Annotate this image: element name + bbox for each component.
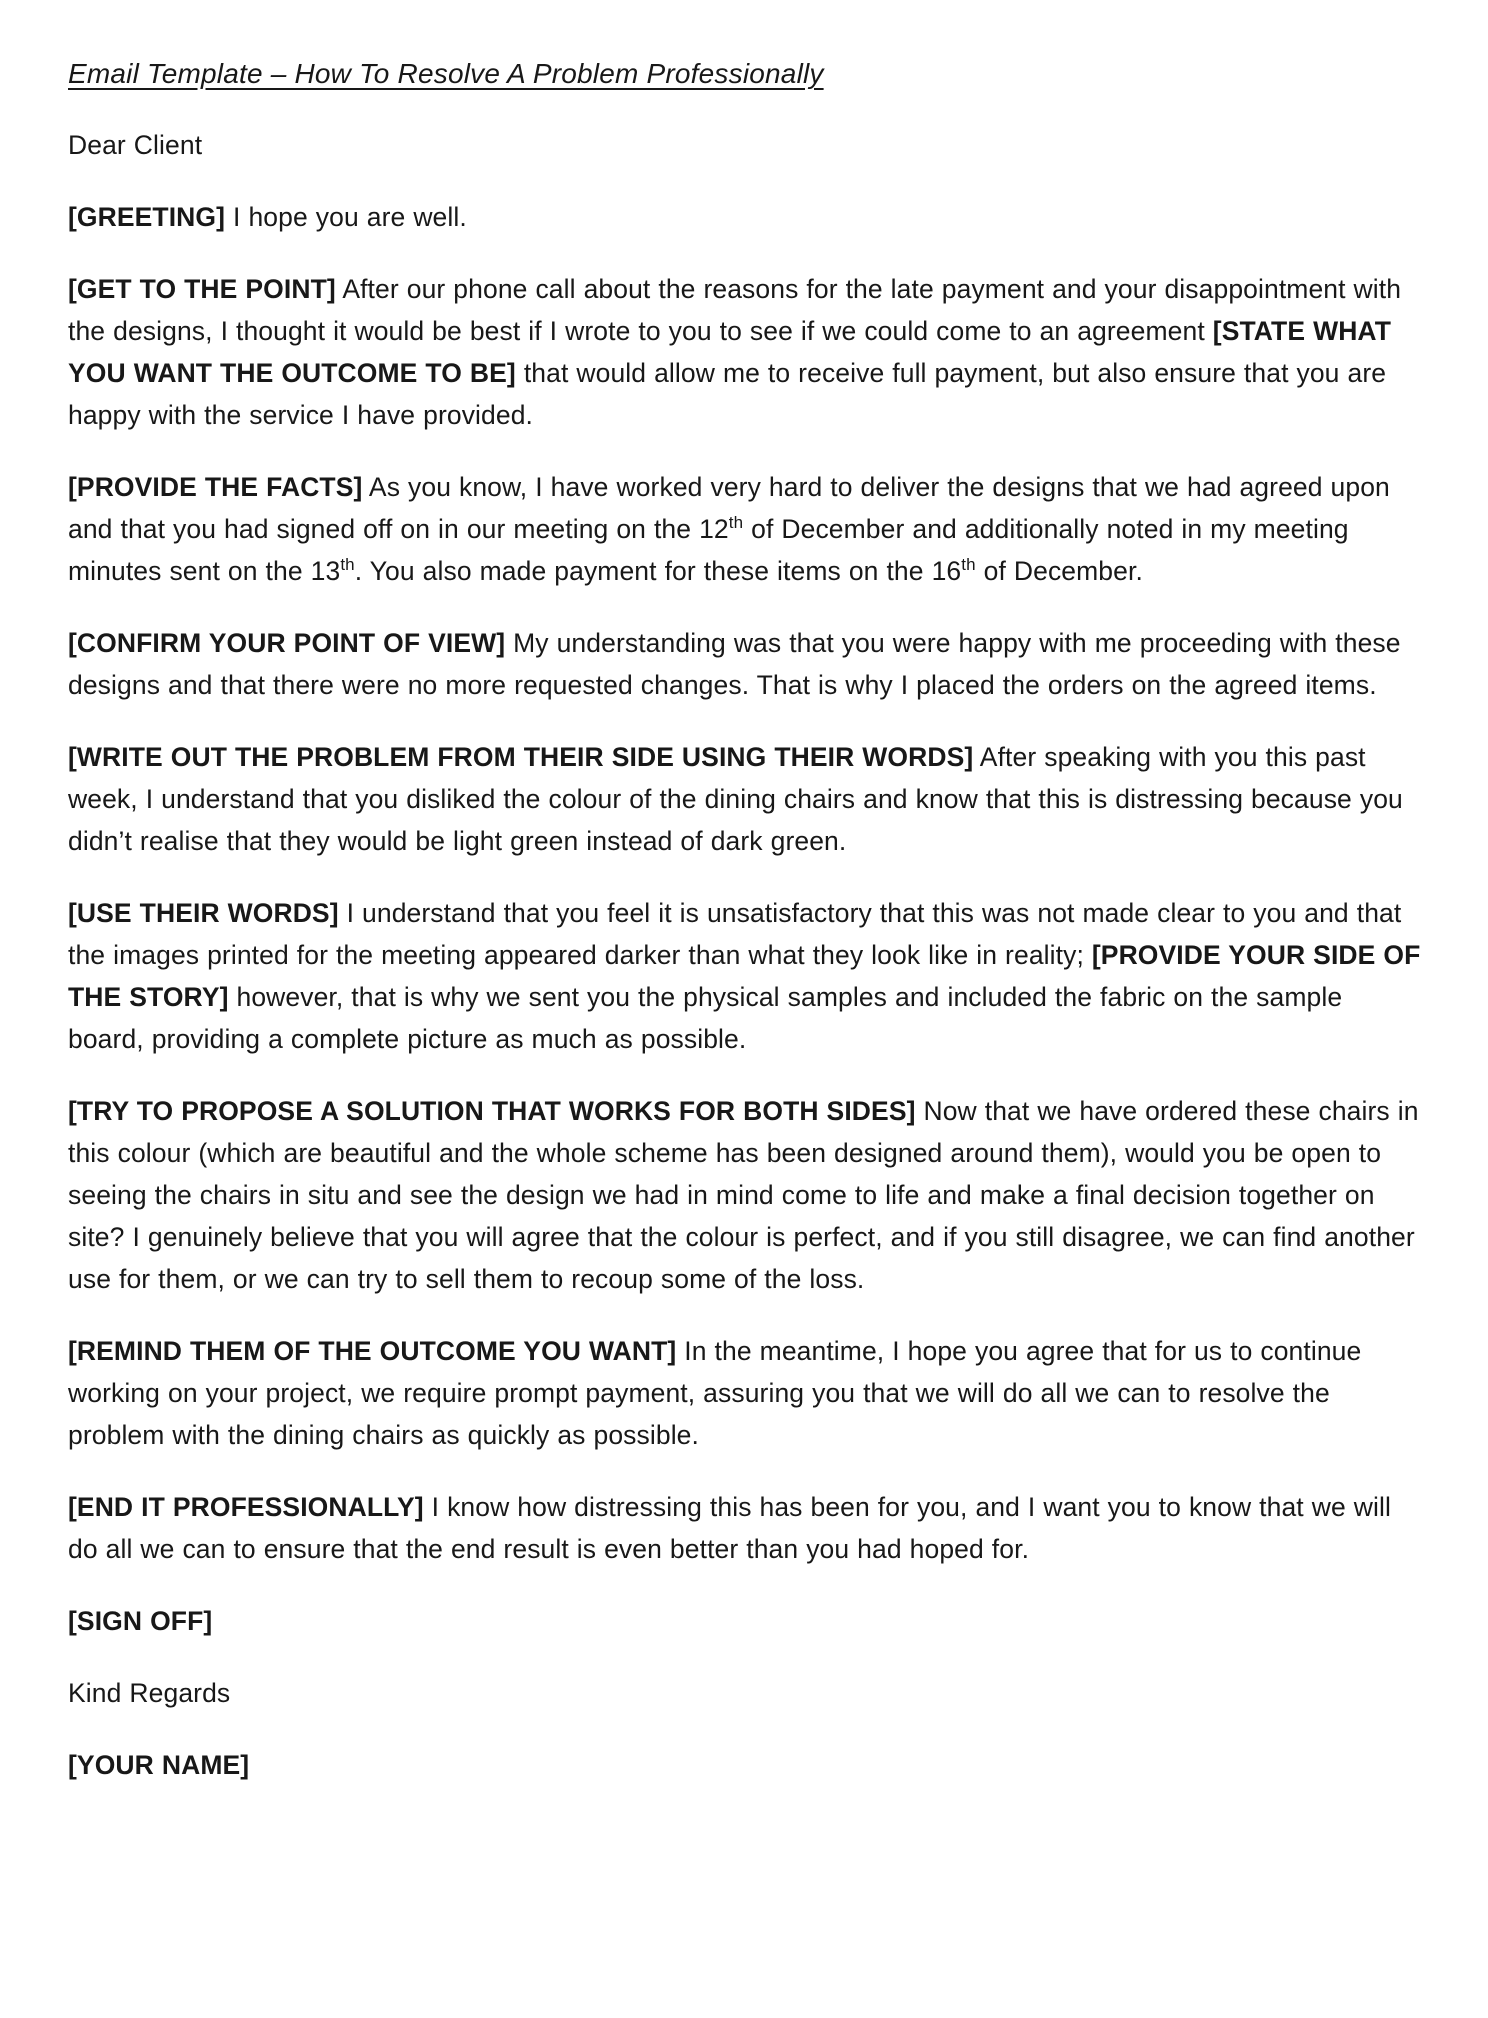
document-title: Email Template – How To Resolve A Problem Professionally [68, 58, 824, 89]
template-placeholder-label: [PROVIDE THE FACTS] [68, 472, 363, 502]
body-text: however, that is why we sent you the physical samples and included the fabric on the sample board, providing a complete picture as much as possible. [68, 982, 1343, 1054]
template-placeholder-label: [GET TO THE POINT] [68, 274, 336, 304]
body-text: Kind Regards [68, 1678, 231, 1708]
paragraph [68, 1486, 1422, 1570]
body-text: After speaking with you this past week, I understand that you disliked the colour of the dining chairs and know that this is distressing because you didn’t realise that they would be light green instead of dark green. [68, 742, 1403, 856]
template-placeholder-label: [WRITE OUT THE PROBLEM FROM THEIR SIDE USING THEIR WORDS] [68, 742, 974, 772]
ordinal-superscript: th [961, 555, 976, 575]
body-text: of December and additionally noted in my meeting minutes sent on the 13 [68, 514, 1349, 586]
body-text: As you know, I have worked very hard to deliver the designs that we had agreed upon and that you had signed off on in our meeting on the 12 [68, 472, 1390, 544]
body-text: Dear Client [68, 130, 203, 160]
template-placeholder-label: [CONFIRM YOUR POINT OF VIEW] [68, 628, 506, 658]
template-placeholder-label: [REMIND THEM OF THE OUTCOME YOU WANT] [68, 1336, 677, 1366]
template-placeholder-label: [SIGN OFF] [68, 1606, 213, 1636]
paragraph [68, 1672, 1422, 1714]
body-text: . You also made payment for these items on the 16 [354, 556, 962, 586]
template-placeholder-label: [USE THEIR WORDS] [68, 898, 339, 928]
paragraph [68, 736, 1422, 862]
template-placeholder-label: [PROVIDE YOUR SIDE OF THE STORY] [68, 940, 1421, 1012]
paragraph [68, 1090, 1422, 1300]
ordinal-superscript: th [728, 513, 744, 533]
body-text: of December. [975, 556, 1143, 586]
paragraph [68, 1330, 1422, 1456]
body-text: My understanding was that you were happy with me proceeding with these designs and that there were no more requested changes. That is why I placed the orders on the agreed items. [68, 628, 1401, 700]
body-text: Now that we have ordered these chairs in this colour (which are beautiful and the whole scheme has been designed around them), would you be open to seeing the chairs in situ and see the design we had in mind come to life and make a final decision together on site? I genuinely believe that you will agree that the colour is perfect, and if you still disagree, we can find another use for them, or we can try to sell them to recoup some of the loss. [68, 1096, 1419, 1294]
template-placeholder-label: [YOUR NAME] [68, 1750, 250, 1780]
body-text: In the meantime, I hope you agree that for us to continue working on your project, we require prompt payment, assuring you that we will do all we can to resolve the problem with the dining chairs as quickly as possible. [68, 1336, 1362, 1450]
template-placeholder-label: [END IT PROFESSIONALLY] [68, 1492, 424, 1522]
paragraph [68, 196, 1422, 238]
body-text: I know how distressing this has been for you, and I want you to know that we will do all we can to ensure that the end result is even better than you had hoped for. [68, 1492, 1391, 1564]
paragraph [68, 1600, 1422, 1642]
paragraph [68, 622, 1422, 706]
body-text: After our phone call about the reasons for the late payment and your disappointment with the designs, I thought it would be best if I wrote to you to see if we could come to an agreement [68, 274, 1402, 346]
paragraph-list [68, 124, 1422, 1786]
body-text: I understand that you feel it is unsatisfactory that this was not made clear to you and that the images printed for the meeting appeared darker than what they look like in reality; [68, 898, 1402, 970]
paragraph [68, 268, 1422, 436]
paragraph [68, 1744, 1422, 1786]
ordinal-superscript: th [340, 555, 355, 575]
body-text: I hope you are well. [225, 202, 467, 232]
paragraph [68, 124, 1422, 166]
paragraph [68, 466, 1422, 592]
template-placeholder-label: [GREETING] [68, 202, 226, 232]
paragraph [68, 892, 1422, 1060]
body-text: that would allow me to receive full payment, but also ensure that you are happy with the service I have provided. [68, 358, 1387, 430]
template-placeholder-label: [STATE WHAT YOU WANT THE OUTCOME TO BE] [68, 316, 1391, 388]
template-placeholder-label: [TRY TO PROPOSE A SOLUTION THAT WORKS FOR BOTH SIDES] [68, 1096, 916, 1126]
